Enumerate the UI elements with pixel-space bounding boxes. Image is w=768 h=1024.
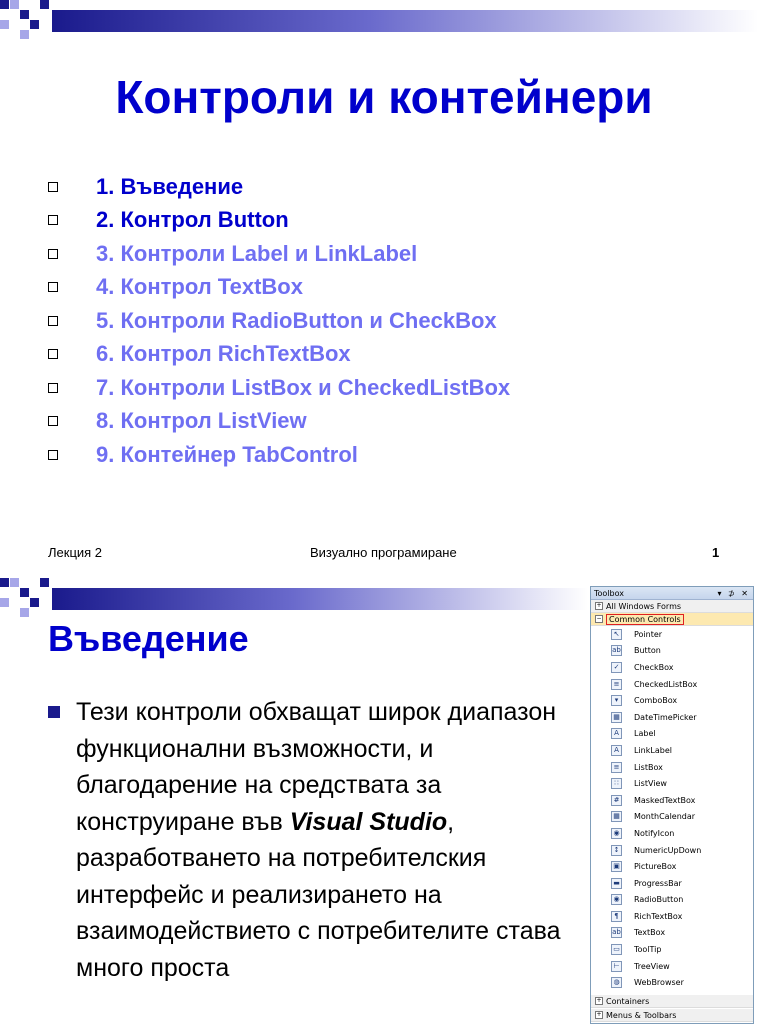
group-label: All Windows Forms bbox=[606, 601, 682, 611]
checkbox-bullet-icon bbox=[48, 249, 58, 259]
checkbox-bullet-icon bbox=[48, 316, 58, 326]
toolbox-item-label: NotifyIcon bbox=[634, 828, 675, 838]
pointer-icon: ↖ bbox=[611, 629, 622, 640]
collapse-minus-icon[interactable]: − bbox=[596, 615, 602, 622]
checkbox-bullet-icon bbox=[48, 383, 58, 393]
toolbox-item-label: RichTextBox bbox=[634, 911, 683, 921]
decor-square bbox=[0, 0, 9, 9]
toolbox-item-radiobutton[interactable] bbox=[591, 892, 753, 909]
decor-square bbox=[20, 10, 29, 19]
agenda-item-label: 7. Контроли ListBox и CheckedListBox bbox=[96, 374, 511, 400]
group-common-controls[interactable] bbox=[591, 613, 753, 626]
agenda-item-label: 3. Контроли Label и LinkLabel bbox=[96, 240, 418, 266]
listview-icon: ∷ bbox=[611, 778, 622, 789]
decor-square bbox=[20, 30, 29, 39]
list-item[interactable] bbox=[48, 371, 510, 405]
decor-square bbox=[40, 0, 49, 9]
toolbox-item-label: CheckBox bbox=[634, 662, 674, 672]
toolbox-item-label: TextBox bbox=[634, 928, 666, 938]
section-title: Въведение bbox=[48, 618, 249, 659]
numericupdown-icon: ↕ bbox=[611, 845, 622, 856]
toolbox-window-controls[interactable]: ▾ ⊅ ✕ bbox=[717, 588, 750, 598]
toolbox-item-numericupdown[interactable] bbox=[591, 842, 753, 859]
decor-square bbox=[20, 588, 29, 597]
list-item[interactable] bbox=[48, 170, 510, 204]
list-item[interactable] bbox=[48, 204, 510, 238]
toolbox-item-datetimepicker[interactable] bbox=[591, 709, 753, 726]
checkbox-bullet-icon bbox=[48, 182, 58, 192]
webbrowser-icon: ◍ bbox=[611, 977, 622, 988]
intro-text-part: Тези контроли обхващат широк диапазон функционални възможности, и благодарение на средствата за конструиране във bbox=[76, 698, 557, 836]
toolbox-item-label: MaskedTextBox bbox=[634, 795, 696, 805]
toolbox-item-pointer[interactable] bbox=[591, 626, 753, 643]
decor-square bbox=[0, 20, 9, 29]
toolbox-item-label: Button bbox=[634, 646, 661, 656]
richtextbox-icon: ¶ bbox=[611, 911, 622, 922]
tooltip-icon: ▭ bbox=[611, 944, 622, 955]
toolbox-item-label: RadioButton bbox=[634, 895, 684, 905]
list-item[interactable] bbox=[48, 304, 510, 338]
list-item[interactable] bbox=[48, 338, 510, 372]
toolbox-item-textbox[interactable] bbox=[591, 925, 753, 942]
checkbox-icon: ✓ bbox=[611, 662, 622, 673]
toolbox-item-label: CheckedListBox bbox=[634, 679, 698, 689]
toolbox-item-label: WebBrowser bbox=[634, 978, 684, 988]
toolbox-item-webbrowser[interactable] bbox=[591, 974, 753, 991]
expand-plus-icon[interactable]: + bbox=[596, 997, 602, 1004]
decor-square bbox=[20, 608, 29, 617]
toolbox-item-label: Label bbox=[634, 729, 656, 739]
datetimepicker-icon: ▦ bbox=[611, 712, 622, 723]
decor-square bbox=[30, 598, 39, 607]
button-icon: ab bbox=[612, 646, 621, 655]
progressbar-icon: ▬ bbox=[611, 878, 622, 889]
toolbox-item-maskedtextbox[interactable] bbox=[591, 792, 753, 809]
footer-lecture: Лекция 2 bbox=[48, 545, 103, 560]
decor-square bbox=[10, 578, 19, 587]
footer-course: Визуално програмиране bbox=[310, 545, 457, 560]
title-bar-gradient bbox=[52, 10, 758, 32]
maskedtextbox-icon: # bbox=[611, 795, 622, 806]
toolbox-item-monthcalendar[interactable] bbox=[591, 809, 753, 826]
expand-plus-icon[interactable]: + bbox=[596, 1011, 602, 1018]
toolbox-item-checkedlistbox[interactable] bbox=[591, 676, 753, 693]
decor-square bbox=[0, 578, 9, 587]
agenda-item-label: 6. Контрол RichTextBox bbox=[96, 341, 351, 367]
list-item[interactable] bbox=[48, 438, 510, 472]
toolbox-titlebar bbox=[591, 587, 753, 600]
checkbox-bullet-icon bbox=[48, 282, 58, 292]
textbox-icon: ab bbox=[612, 928, 621, 937]
footer-page-number: 1 bbox=[712, 545, 720, 560]
toolbox-item-linklabel[interactable] bbox=[591, 742, 753, 759]
label-icon: A bbox=[611, 728, 622, 739]
radiobutton-icon: ◉ bbox=[611, 894, 622, 905]
notifyicon-icon: ◉ bbox=[611, 828, 622, 839]
toolbox-item-label: ToolTip bbox=[634, 945, 662, 955]
toolbox-item-treeview[interactable] bbox=[591, 958, 753, 975]
toolbox-item-label: PictureBox bbox=[634, 862, 677, 872]
monthcalendar-icon: ▦ bbox=[611, 811, 622, 822]
decor-square bbox=[30, 20, 39, 29]
square-bullet-icon bbox=[48, 706, 60, 718]
toolbox-item-listbox[interactable] bbox=[591, 759, 753, 776]
linklabel-icon: A bbox=[611, 745, 622, 756]
toolbox-item-label: DateTimePicker bbox=[634, 712, 697, 722]
toolbox-item-progressbar[interactable] bbox=[591, 875, 753, 892]
group-all-windows-forms[interactable] bbox=[591, 600, 753, 613]
toolbox-item-label: NumericUpDown bbox=[634, 845, 702, 855]
group-menus-toolbars[interactable] bbox=[591, 1009, 753, 1022]
toolbox-item-label: ProgressBar bbox=[634, 878, 682, 888]
toolbox-item-listview[interactable] bbox=[591, 775, 753, 792]
toolbox-item-picturebox[interactable] bbox=[591, 858, 753, 875]
group-label: Common Controls bbox=[606, 614, 684, 625]
toolbox-item-label: LinkLabel bbox=[634, 745, 672, 755]
list-item[interactable] bbox=[48, 237, 510, 271]
toolbox-title: Toolbox bbox=[594, 588, 624, 598]
toolbox-item-checkbox[interactable] bbox=[591, 659, 753, 676]
intro-text bbox=[76, 694, 568, 986]
checkbox-bullet-icon bbox=[48, 349, 58, 359]
agenda-list bbox=[48, 170, 510, 472]
toolbox-items bbox=[591, 626, 753, 991]
title-bar-gradient bbox=[52, 588, 588, 610]
toolbox-item-tooltip[interactable] bbox=[591, 941, 753, 958]
combobox-icon: ▾ bbox=[611, 695, 622, 706]
toolbox-item-combobox[interactable] bbox=[591, 692, 753, 709]
checkedlistbox-icon: ≡ bbox=[611, 679, 622, 690]
toolbox-item-label: MonthCalendar bbox=[634, 812, 696, 822]
decor-square bbox=[0, 598, 9, 607]
intro-paragraph bbox=[48, 694, 568, 986]
toolbox-item-label: TreeView bbox=[634, 961, 670, 971]
checkbox-bullet-icon bbox=[48, 416, 58, 426]
agenda-item-label: 1. Въведение bbox=[96, 173, 244, 199]
agenda-item-label: 8. Контрол ListView bbox=[96, 408, 307, 434]
page-title: Контроли и контейнери bbox=[115, 71, 653, 123]
group-label: Menus & Toolbars bbox=[606, 1010, 677, 1020]
decor-square bbox=[10, 0, 19, 9]
toolbox-item-label: Pointer bbox=[634, 629, 663, 639]
list-item[interactable] bbox=[48, 271, 510, 305]
toolbox-panel bbox=[590, 586, 754, 1024]
toolbox-item-label: ListBox bbox=[634, 762, 663, 772]
listbox-icon: ≡ bbox=[611, 762, 622, 773]
group-label: Containers bbox=[606, 996, 650, 1006]
group-containers[interactable] bbox=[591, 995, 753, 1008]
toolbox-item-label[interactable] bbox=[591, 726, 753, 743]
agenda-item-label: 5. Контроли RadioButton и CheckBox bbox=[96, 307, 497, 333]
agenda-item-label: 2. Контрол Button bbox=[96, 207, 289, 233]
expand-plus-icon[interactable]: + bbox=[596, 602, 602, 609]
checkbox-bullet-icon bbox=[48, 215, 58, 225]
toolbox-item-label: ComboBox bbox=[634, 696, 678, 706]
list-item[interactable] bbox=[48, 405, 510, 439]
agenda-item-label: 9. Контейнер TabControl bbox=[96, 441, 358, 467]
picturebox-icon: ▣ bbox=[611, 861, 622, 872]
toolbox-item-richtextbox[interactable] bbox=[591, 908, 753, 925]
toolbox-item-notifyicon[interactable] bbox=[591, 825, 753, 842]
checkbox-bullet-icon bbox=[48, 450, 58, 460]
treeview-icon: ⊢ bbox=[611, 961, 622, 972]
agenda-item-label: 4. Контрол TextBox bbox=[96, 274, 303, 300]
intro-emphasis: Visual Studio bbox=[289, 807, 448, 836]
decor-square bbox=[40, 578, 49, 587]
intro-text-part: , разработването на потребителския интерфейс и реализирането на взаимодействието с потребителите става много проста bbox=[76, 807, 561, 982]
toolbox-item-button[interactable] bbox=[591, 643, 753, 660]
toolbox-item-label: ListView bbox=[634, 779, 667, 789]
